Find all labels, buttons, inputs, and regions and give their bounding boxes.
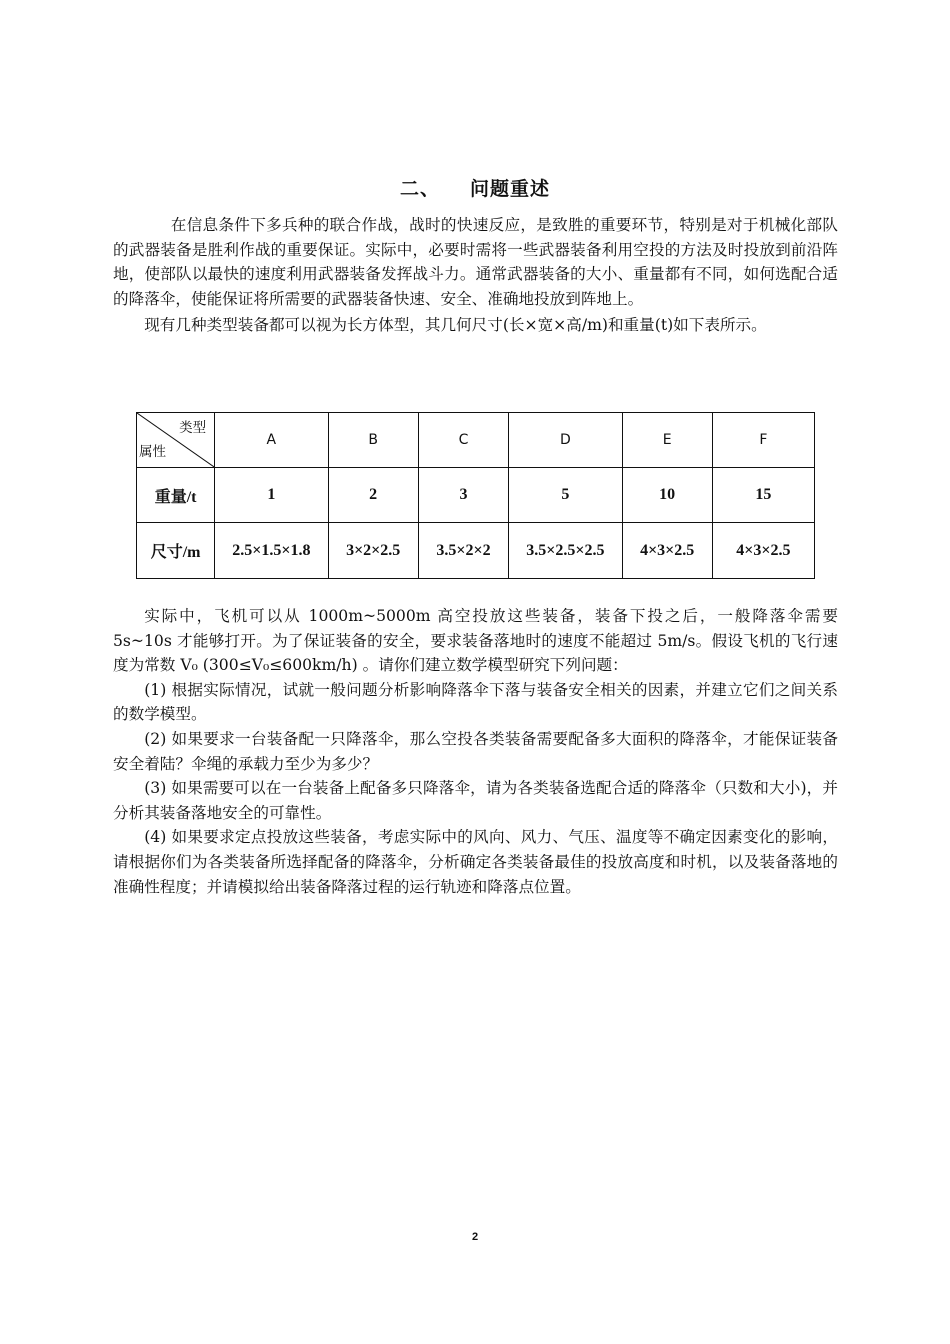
question-2: (2) 如果要求一台装备配一只降落伞，那么空投各类装备需要配备多大面积的降落伞，才能保证装备安全着陆？伞绳的承载力至少为多少？ [113, 729, 838, 773]
weight-row-header [137, 468, 215, 523]
size-row-header [137, 523, 215, 579]
equipment-spec-table [136, 412, 815, 579]
type-header-cell: A [215, 413, 328, 468]
problem-text [113, 604, 838, 899]
weight-cell: 2 [328, 468, 418, 523]
size-cell: 4×3×2.5 [712, 523, 814, 579]
size-unit: /m [182, 544, 201, 561]
size-cell: 3.5×2.5×2.5 [509, 523, 622, 579]
section-heading [0, 174, 950, 201]
size-cell: 3.5×2×2 [418, 523, 508, 579]
table-corner-cell [137, 413, 215, 468]
intro-text [113, 213, 838, 338]
problem-paragraph: 实际中，飞机可以从 1000m~5000m 高空投放这些装备，装备下投之后，一般降落伞需要 5s~10s 才能够打开。为了保证装备的安全，要求装备落地时的速度不能超过 5m/s。假设飞机的飞行速度为常数 V₀ (300≤V₀≤600km/h) 。请你们建立数学模型研究下列问题： [113, 607, 838, 675]
page-number: 2 [471, 1231, 479, 1243]
size-cell: 2.5×1.5×1.8 [215, 523, 328, 579]
table-weight-row [137, 468, 815, 523]
type-header-cell: F [712, 413, 814, 468]
type-header-cell: D [509, 413, 622, 468]
intro-paragraph-1: 在信息条件下多兵种的联合作战，战时的快速反应，是致胜的重要环节，特别是对于机械化部队的武器装备是胜利作战的重要保证。实际中，必要时需将一些武器装备利用空投的方法及时投放到前沿阵地，使部队以最快的速度利用武器装备发挥战斗力。通常武器装备的大小、重量都有不同，如何选配合适的降落伞，使能保证将所需要的武器装备快速、安全、准确地投放到阵地上。 [113, 216, 838, 308]
weight-cell: 3 [418, 468, 508, 523]
type-header-cell: E [622, 413, 712, 468]
section-title: 问题重述 [470, 178, 551, 200]
question-1: (1) 根据实际情况，试就一般问题分析影响降落伞下落与装备安全相关的因素，并建立它们之间关系的数学模型。 [113, 680, 838, 724]
weight-cell: 5 [509, 468, 622, 523]
weight-cell: 15 [712, 468, 814, 523]
table-size-row [137, 523, 815, 579]
intro-paragraph-2: 现有几种类型装备都可以视为长方体型，其几何尺寸(长×宽×高/m)和重量(t)如下表所示。 [144, 316, 767, 335]
corner-label-attribute: 属性 [139, 444, 166, 460]
type-header-cell: C [418, 413, 508, 468]
weight-label: 重量 [154, 486, 187, 506]
question-3: (3) 如果需要可以在一台装备上配备多只降落伞，请为各类装备选配合适的降落伞（只数和大小)，并分析其装备落地安全的可靠性。 [113, 779, 838, 822]
section-number: 二、 [399, 178, 440, 200]
type-header-cell: B [328, 413, 418, 468]
size-cell: 3×2×2.5 [328, 523, 418, 579]
size-cell: 4×3×2.5 [622, 523, 712, 579]
weight-cell: 10 [622, 468, 712, 523]
size-label: 尺寸 [150, 542, 183, 561]
weight-cell: 1 [215, 468, 328, 523]
corner-label-type: 类型 [179, 420, 207, 436]
table-header-row [137, 413, 815, 468]
question-4: (4) 如果要求定点投放这些装备，考虑实际中的风向、风力、气压、温度等不确定因素变化的影响，请根据你们为各类装备所选择配备的降落伞，分析确定各类装备最佳的投放高度和时机，以及装备落地的准确性程度；并请模拟给出装备降落过程的运行轨迹和降落点位置。 [113, 828, 838, 896]
weight-unit: /t [186, 488, 197, 506]
